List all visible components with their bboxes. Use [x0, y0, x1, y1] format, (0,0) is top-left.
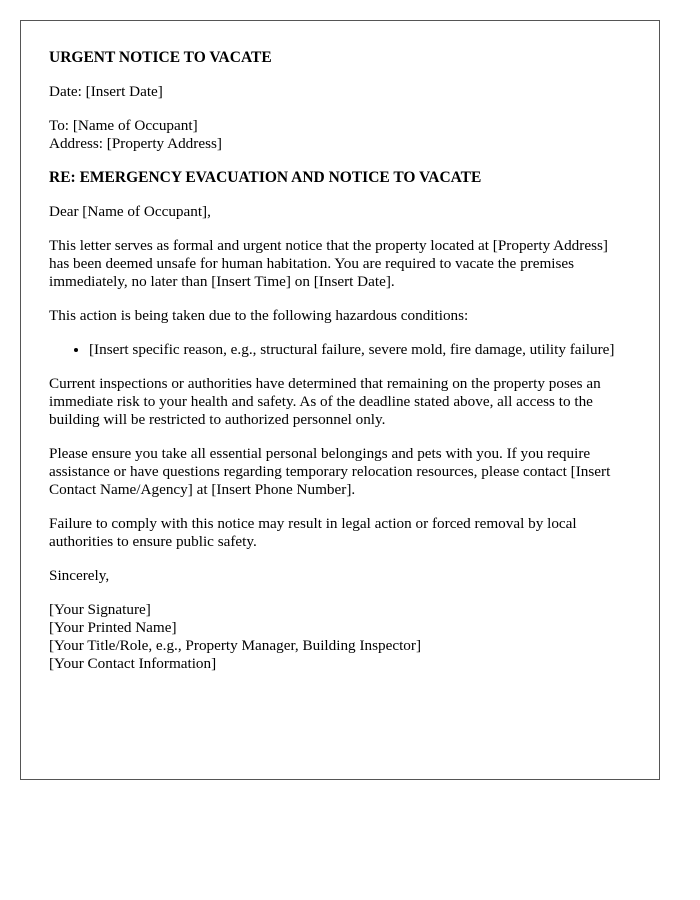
paragraph-notice: This letter serves as formal and urgent notice that the property located at [Property Address] has been deemed unsafe for human habitation. You are required to vacate the premises immediately, no later than [Insert Time] on [Insert Date]. [49, 237, 608, 290]
notice-letter [20, 20, 660, 780]
signature-block [49, 601, 631, 673]
paragraph-assistance: Please ensure you take all essential personal belongings and pets with you. If you require assistance or have questions regarding temporary relocation resources, please contact [Insert Contact Name/Agency] at [Insert Phone Number]. [49, 445, 611, 498]
paragraph-compliance: Failure to comply with this notice may result in legal action or forced removal by local authorities to ensure public safety. [49, 515, 577, 550]
paragraph-risk: Current inspections or authorities have determined that remaining on the property poses an immediate risk to your health and safety. As of the deadline stated above, all access to the building will be restricted to authorized personnel only. [49, 375, 601, 428]
signature-line: [Your Signature] [49, 601, 151, 618]
closing: Sincerely, [49, 567, 110, 584]
hazard-list-item: • [Insert specific reason, e.g., structural failure, severe mold, fire damage, utility failure] [89, 341, 631, 359]
title-role-line: [Your Title/Role, e.g., Property Manager, Building Inspector] [49, 637, 422, 654]
printed-name-line: [Your Printed Name] [49, 619, 177, 636]
salutation: Dear [Name of Occupant], [49, 203, 211, 220]
subject-line: RE: EMERGENCY EVACUATION AND NOTICE TO VACATE [49, 169, 482, 186]
address-line: Address: [Property Address] [49, 135, 222, 152]
recipient-block [49, 117, 631, 153]
contact-info-line: [Your Contact Information] [49, 655, 217, 672]
hazard-list [49, 341, 631, 359]
to-line: To: [Name of Occupant] [49, 117, 198, 134]
paragraph-reasons-intro: This action is being taken due to the following hazardous conditions: [49, 307, 469, 324]
letter-title: URGENT NOTICE TO VACATE [49, 49, 272, 66]
date-line: Date: [Insert Date] [49, 83, 163, 100]
